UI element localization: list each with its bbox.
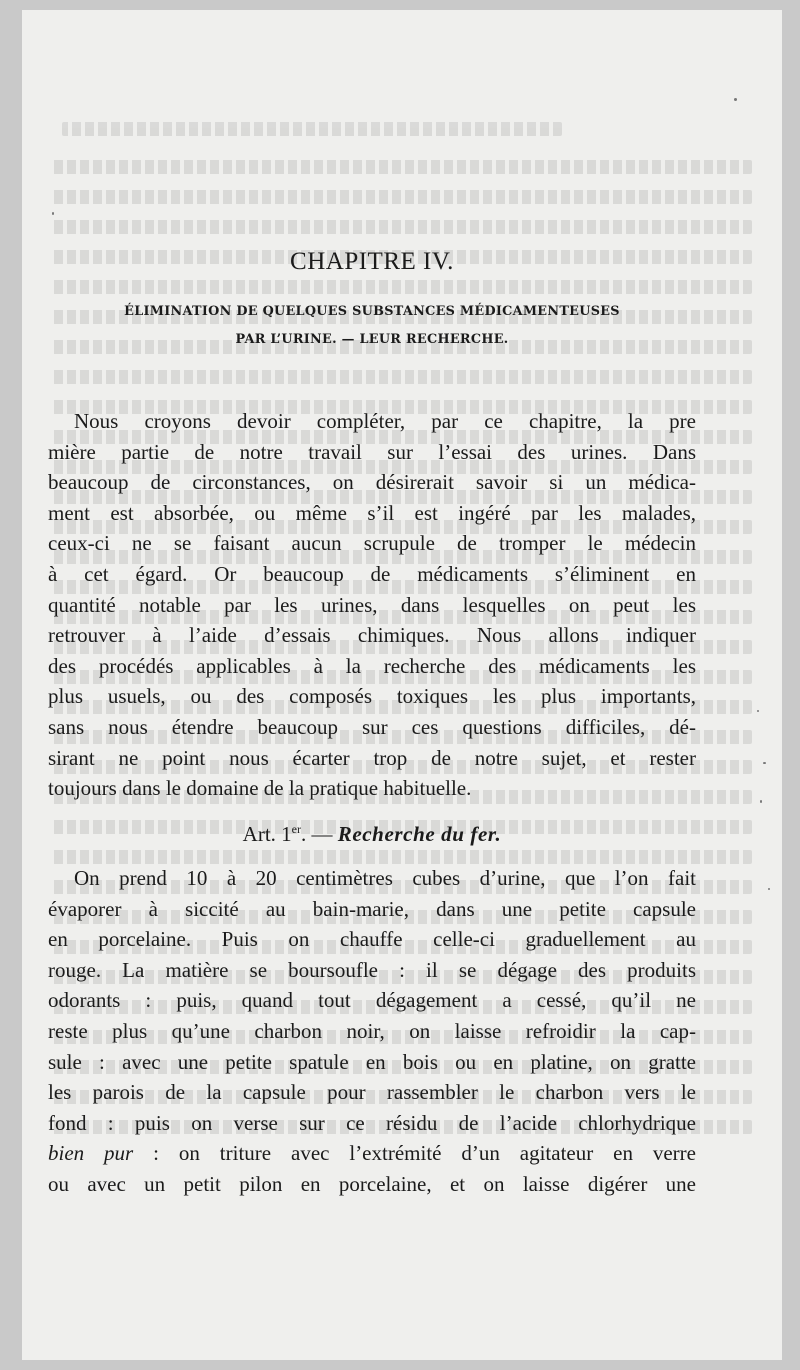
paragraph-line: sans nous étendre beaucoup sur ces questions difficiles, dé- — [48, 714, 696, 739]
chapter-subtitle-line-2: PAR L’URINE. — LEUR RECHERCHE. — [235, 332, 509, 347]
article-label: Art. 1 — [242, 822, 292, 846]
article-heading — [48, 822, 696, 847]
chapter-subtitle-line-1: ÉLIMINATION DE QUELQUES SUBSTANCES MÉDICAMENTEUSES — [124, 304, 620, 319]
paragraph-line: ou avec un petit pilon en porcelaine, et on laisse digérer une — [48, 1171, 696, 1196]
paragraph-line: beaucoup de circonstances, on désirerait savoir si un médica- — [48, 470, 696, 495]
paragraph-line: les parois de la capsule pour rassembler le charbon vers le — [48, 1080, 696, 1105]
iron-procedure-paragraph — [48, 863, 696, 1200]
paragraph-line: plus usuels, ou des composés toxiques les plus importants, — [48, 684, 696, 709]
chapter-heading: CHAPITRE IV. — [290, 248, 454, 275]
paragraph-line: sule : avec une petite spatule en bois ou en platine, on gratte — [48, 1049, 696, 1074]
paragraph-line: odorants : puis, quand tout dégagement a cessé, qu’il ne — [48, 988, 696, 1013]
paragraph-line: Nous croyons devoir compléter, par ce chapitre, la pre — [74, 409, 696, 433]
paragraph-line: On prend 10 à 20 centimètres cubes d’urine, que l’on fait — [74, 866, 696, 890]
paragraph-line: fond : puis on verse sur ce résidu de l’acide chlorhydrique — [48, 1110, 696, 1135]
article-title: Recherche du fer. — [337, 822, 502, 846]
paragraph-line: sirant ne point nous écarter trop de notre sujet, et rester — [48, 745, 696, 770]
line-continuation: : on triture avec l’extrémité d’un agitateur en verre — [133, 1141, 696, 1166]
paragraph-line: retrouver à l’aide d’essais chimiques. Nous allons indiquer — [48, 623, 696, 648]
book-page — [22, 10, 782, 1360]
article-dash: . — — [300, 822, 338, 846]
paragraph-line: évaporer à siccité au bain-marie, dans une petite capsule — [48, 896, 696, 921]
paragraph-line: quantité notable par les urines, dans lesquelles on peut les — [48, 592, 696, 617]
intro-paragraph — [48, 406, 696, 804]
paragraph-line: mière partie de notre travail sur l’essai des urines. Dans — [48, 439, 696, 464]
paragraph-line: toujours dans le domaine de la pratique habituelle. — [48, 776, 472, 801]
paragraph-line: rouge. La matière se boursoufle : il se dégage des produits — [48, 957, 696, 982]
paragraph-line — [48, 1138, 696, 1169]
paragraph-line: à cet égard. Or beaucoup de médicaments s’éliminent en — [48, 561, 696, 586]
article-label-superscript: er — [291, 822, 301, 836]
paragraph-line: ment est absorbée, ou même s’il est ingéré par les malades, — [48, 500, 696, 525]
paragraph-line: ceux-ci ne se faisant aucun scrupule de tromper le médecin — [48, 531, 696, 556]
paragraph-line: en porcelaine. Puis on chauffe celle-ci graduellement au — [48, 927, 696, 952]
italic-phrase: bien pur — [48, 1141, 134, 1166]
paragraph-line: des procédés applicables à la recherche des médicaments les — [48, 653, 696, 678]
paragraph-line: reste plus qu’une charbon noir, on laisse refroidir la cap- — [48, 1018, 696, 1043]
